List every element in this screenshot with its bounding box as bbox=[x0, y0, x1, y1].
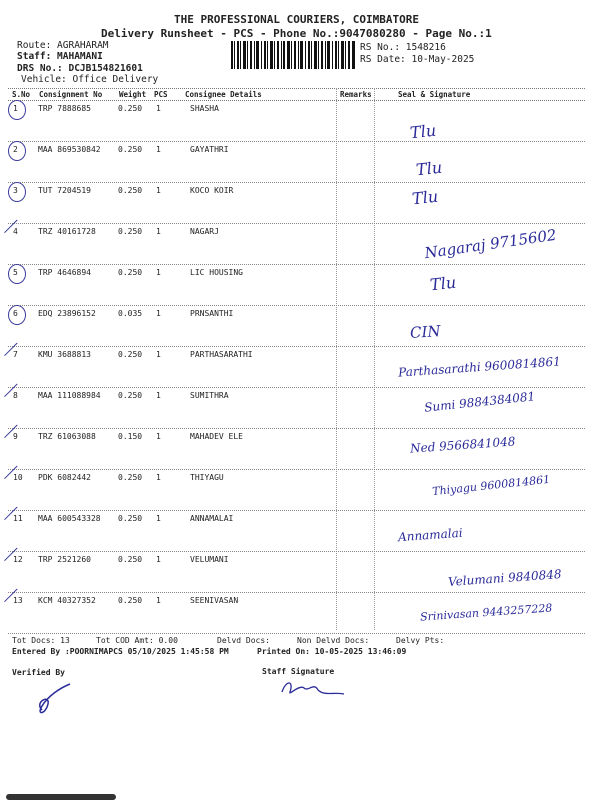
consignment-number: KMU 3688813 bbox=[38, 350, 91, 359]
non-delivered-docs: Non Delvd Docs: bbox=[297, 636, 370, 645]
pcs-count: 1 bbox=[156, 309, 161, 318]
pcs-count: 1 bbox=[156, 186, 161, 195]
handwritten-signature: Srinivasan 9443257228 bbox=[419, 601, 553, 624]
consignee-name: NAGARJ bbox=[190, 227, 219, 236]
row-serial-number: 7 bbox=[13, 350, 18, 359]
row-serial-number: 10 bbox=[13, 473, 23, 482]
rs-date: RS Date: 10-May-2025 bbox=[360, 54, 475, 65]
handwritten-signature: Annamalai bbox=[397, 525, 464, 545]
verified-signature-scribble bbox=[30, 680, 80, 720]
weight-value: 0.250 bbox=[118, 145, 143, 154]
handwritten-signature: Ned 9566841048 bbox=[409, 434, 516, 456]
col-header-consignee: Consignee Details bbox=[185, 90, 262, 99]
weight-value: 0.250 bbox=[118, 227, 143, 236]
consignee-name: THIYAGU bbox=[190, 473, 224, 482]
pcs-count: 1 bbox=[156, 227, 161, 236]
signature-column-divider bbox=[374, 88, 375, 630]
row-divider bbox=[8, 264, 585, 265]
pcs-count: 1 bbox=[156, 596, 161, 605]
handwritten-signature: Tlu bbox=[411, 186, 440, 209]
consignee-name: GAYATHRI bbox=[190, 145, 229, 154]
total-cod-amount: Tot COD Amt: 0.00 bbox=[96, 636, 178, 645]
handwritten-signature: Velumani 9840848 bbox=[447, 567, 562, 589]
row-serial-number: 13 bbox=[13, 596, 23, 605]
consignee-name: PARTHASARATHI bbox=[190, 350, 253, 359]
row-divider bbox=[8, 182, 585, 183]
row-serial-number: 5 bbox=[13, 268, 18, 277]
weight-value: 0.250 bbox=[118, 555, 143, 564]
delivered-docs: Delvd Docs: bbox=[217, 636, 270, 645]
page-edge-mark bbox=[6, 794, 116, 800]
consignee-name: KOCO KOIR bbox=[190, 186, 234, 195]
table-header-border bbox=[8, 100, 585, 101]
pcs-count: 1 bbox=[156, 268, 161, 277]
pcs-count: 1 bbox=[156, 555, 161, 564]
consignment-number: EDQ 23896152 bbox=[38, 309, 96, 318]
row-serial-number: 8 bbox=[13, 391, 18, 400]
handwritten-signature: Tlu bbox=[415, 157, 444, 180]
verified-by-label: Verified By bbox=[12, 668, 65, 677]
row-divider bbox=[8, 469, 585, 470]
weight-value: 0.250 bbox=[118, 350, 143, 359]
pcs-count: 1 bbox=[156, 391, 161, 400]
weight-value: 0.250 bbox=[118, 268, 143, 277]
handwritten-signature: Tlu bbox=[409, 120, 438, 143]
pcs-count: 1 bbox=[156, 514, 161, 523]
col-header-weight: Weight bbox=[119, 90, 147, 99]
weight-value: 0.035 bbox=[118, 309, 143, 318]
staff-text: Staff: MAHAMANI bbox=[17, 51, 103, 62]
handwritten-signature: Nagaraj 9715602 bbox=[423, 225, 558, 263]
total-docs: Tot Docs: 13 bbox=[12, 636, 70, 645]
row-divider bbox=[8, 305, 585, 306]
consignee-name: SHASHA bbox=[190, 104, 219, 113]
col-header-sno: S.No bbox=[12, 90, 31, 99]
handwritten-signature: Sumi 9884384081 bbox=[423, 389, 536, 415]
row-divider bbox=[8, 428, 585, 429]
row-divider bbox=[8, 592, 585, 593]
col-header-signature: Seal & Signature bbox=[398, 90, 471, 99]
row-divider bbox=[8, 510, 585, 511]
pcs-count: 1 bbox=[156, 104, 161, 113]
consignment-number: MAA 111088984 bbox=[38, 391, 101, 400]
row-serial-number: 9 bbox=[13, 432, 18, 441]
weight-value: 0.250 bbox=[118, 391, 143, 400]
consignee-name: ANNAMALAI bbox=[190, 514, 234, 523]
col-header-pcs: PCS bbox=[154, 90, 168, 99]
row-divider bbox=[8, 387, 585, 388]
consignment-number: TRZ 61063088 bbox=[38, 432, 96, 441]
row-serial-number: 2 bbox=[13, 145, 18, 154]
weight-value: 0.150 bbox=[118, 432, 143, 441]
runsheet-subtitle: Delivery Runsheet - PCS - Phone No.:9047080280 - Page No.:1 bbox=[101, 27, 492, 40]
handwritten-signature: Thiyagu 9600814861 bbox=[431, 472, 551, 499]
consignment-number: MAA 869530842 bbox=[38, 145, 101, 154]
entered-by: Entered By :POORNIMAPCS 05/10/2025 1:45:58 PM bbox=[12, 647, 229, 656]
barcode-image bbox=[231, 41, 355, 69]
col-header-consignment: Consignment No bbox=[39, 90, 103, 99]
row-divider bbox=[8, 633, 585, 634]
row-serial-number: 1 bbox=[13, 104, 18, 113]
pcs-count: 1 bbox=[156, 432, 161, 441]
company-title: THE PROFESSIONAL COURIERS, COIMBATORE bbox=[174, 13, 420, 26]
consignment-number: PDK 6082442 bbox=[38, 473, 91, 482]
row-divider bbox=[8, 141, 585, 142]
delivery-points: Delvy Pts: bbox=[396, 636, 445, 645]
row-serial-number: 4 bbox=[13, 227, 18, 236]
rs-number: RS No.: 1548216 bbox=[360, 42, 446, 53]
consignee-name: SEENIVASAN bbox=[190, 596, 239, 605]
consignee-name: MAHADEV ELE bbox=[190, 432, 243, 441]
handwritten-signature: CIN bbox=[409, 321, 442, 343]
consignee-name: LIC HOUSING bbox=[190, 268, 243, 277]
consignment-number: TRP 7888685 bbox=[38, 104, 91, 113]
weight-value: 0.250 bbox=[118, 186, 143, 195]
remarks-column-divider bbox=[336, 88, 337, 630]
row-serial-number: 3 bbox=[13, 186, 18, 195]
row-serial-number: 11 bbox=[13, 514, 23, 523]
consignment-number: TUT 7204519 bbox=[38, 186, 91, 195]
row-serial-number: 6 bbox=[13, 309, 18, 318]
pcs-count: 1 bbox=[156, 350, 161, 359]
consignee-name: PRNSANTHI bbox=[190, 309, 234, 318]
row-serial-number: 12 bbox=[13, 555, 23, 564]
consignment-number: KCM 40327352 bbox=[38, 596, 96, 605]
staff-signature-scribble bbox=[278, 674, 348, 700]
pcs-count: 1 bbox=[156, 145, 161, 154]
pcs-count: 1 bbox=[156, 473, 161, 482]
vehicle-text: Vehicle: Office Delivery bbox=[21, 74, 159, 85]
consignment-number: MAA 600543328 bbox=[38, 514, 101, 523]
handwritten-signature: Parthasarathi 9600814861 bbox=[397, 354, 562, 380]
weight-value: 0.250 bbox=[118, 473, 143, 482]
consignee-name: VELUMANI bbox=[190, 555, 229, 564]
row-divider bbox=[8, 223, 585, 224]
weight-value: 0.250 bbox=[118, 104, 143, 113]
consignment-number: TRP 2521260 bbox=[38, 555, 91, 564]
table-top-border bbox=[8, 88, 585, 89]
consignment-number: TRZ 40161728 bbox=[38, 227, 96, 236]
route-text: Route: AGRAHARAM bbox=[17, 40, 109, 51]
weight-value: 0.250 bbox=[118, 596, 143, 605]
consignee-name: SUMITHRA bbox=[190, 391, 229, 400]
consignment-number: TRP 4646894 bbox=[38, 268, 91, 277]
staff-signature-label: Staff Signature bbox=[262, 667, 335, 676]
weight-value: 0.250 bbox=[118, 514, 143, 523]
printed-on: Printed On: 10-05-2025 13:46:09 bbox=[257, 647, 407, 656]
row-divider bbox=[8, 346, 585, 347]
col-header-remarks: Remarks bbox=[340, 90, 372, 99]
row-divider bbox=[8, 551, 585, 552]
drs-number: DRS No.: DCJB154821601 bbox=[17, 63, 143, 74]
handwritten-signature: Tlu bbox=[429, 272, 458, 295]
